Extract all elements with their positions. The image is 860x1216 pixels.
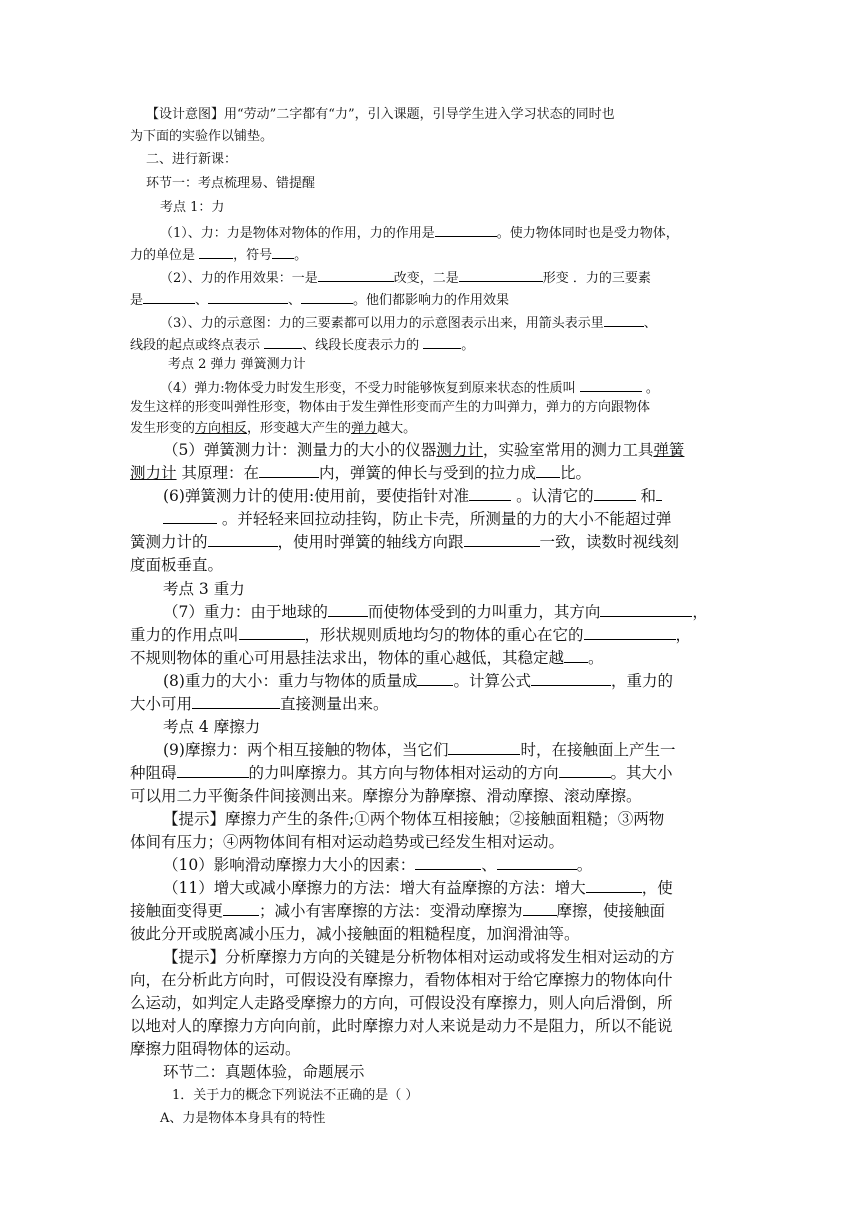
- answer-blank[interactable]: [497, 854, 577, 870]
- answer-blank[interactable]: [448, 739, 520, 755]
- text: 比。: [559, 464, 591, 482]
- text: ，重力的: [610, 672, 673, 690]
- text: （1）、力：力是物体对物体的作用，力的作用是: [160, 226, 435, 241]
- answer-blank[interactable]: [464, 531, 540, 547]
- text: （5）弹簧测力计：测量力的大小的仪器: [163, 441, 437, 459]
- text: 么运动，如判定人走路受摩擦力的方向，可假设没有摩擦力，则人向后滑倒，所: [130, 994, 673, 1012]
- tip-line: [163, 946, 675, 968]
- text: 。: [641, 381, 659, 396]
- answer-blank[interactable]: [177, 762, 249, 778]
- text: 可以用二力平衡条件间接测出来。摩擦分为静摩擦、滑动摩擦、滚动摩擦。: [130, 787, 642, 805]
- text: 度面板垂直。: [130, 556, 224, 574]
- question-line: [160, 378, 659, 398]
- question-line: [163, 877, 673, 899]
- text: 、: [288, 293, 302, 308]
- underlined-answer: 弹簧: [653, 441, 685, 459]
- text: 改变，二是: [393, 271, 459, 286]
- text: (8)重力的大小：重力与物体的质量成: [163, 672, 418, 690]
- topic-heading: [160, 199, 224, 217]
- question-line: [130, 624, 691, 646]
- text: 重力的作用点叫: [130, 626, 239, 644]
- text: 【设计意图】用“劳动”二字都有“力”，引入课题，引导学生进入学习状态的同时也: [146, 107, 615, 122]
- answer-blank[interactable]: [580, 378, 642, 392]
- text: 大小可用: [130, 695, 193, 713]
- answer-blank[interactable]: [604, 313, 644, 327]
- text-line: [130, 1015, 673, 1037]
- answer-option: [160, 1110, 325, 1128]
- underlined-answer: 弹力: [351, 421, 378, 436]
- text-line: [130, 923, 580, 945]
- underlined-answer: 测力计: [436, 441, 483, 459]
- answer-blank[interactable]: [192, 693, 280, 709]
- section-heading: [146, 151, 237, 169]
- question-line: [163, 739, 675, 761]
- text: 、: [643, 316, 657, 331]
- text: 、线段长度表示力的: [302, 338, 424, 353]
- text-line: [130, 420, 416, 438]
- question-line: [130, 245, 307, 265]
- question-line: [163, 439, 684, 461]
- question-line: [130, 531, 679, 553]
- question-line: [160, 223, 679, 243]
- text: 环节一：考点梳理易、错提醒: [146, 176, 316, 191]
- text: 。: [588, 649, 604, 667]
- text-line: [130, 992, 673, 1014]
- text: ；减小有害摩擦的方法：变滑动摩擦为: [259, 902, 523, 920]
- text: ，形状规则质地均匀的物体的重心在它的: [304, 626, 584, 644]
- answer-blank[interactable]: [469, 485, 511, 501]
- answer-blank[interactable]: [208, 290, 288, 304]
- text: 。认清它的: [511, 487, 594, 505]
- text: 发生形变的: [130, 421, 196, 436]
- text: 。计算公式: [453, 672, 531, 690]
- answer-blank[interactable]: [417, 670, 453, 686]
- question-line: [163, 508, 671, 530]
- text: （7）重力：由于地球的: [163, 603, 328, 621]
- text: 考点 4 摩擦力: [163, 718, 261, 736]
- answer-blank[interactable]: [586, 877, 642, 893]
- text: 摩擦，使接触面: [556, 902, 666, 920]
- section-heading: [146, 175, 315, 193]
- answer-blank[interactable]: [423, 335, 461, 349]
- answer-blank[interactable]: [559, 762, 611, 778]
- text: 、: [481, 856, 497, 874]
- answer-blank[interactable]: [259, 462, 319, 478]
- text: 体间有压力；④两物体间有相对运动趋势或已经发生相对运动。: [130, 833, 565, 851]
- text: 发生这样的形变叫弹性形变，物体由于发生弹性形变而产生的力叫弹力，弹力的方向跟物体: [130, 400, 651, 415]
- text: 1．关于力的概念下列说法不正确的是（ ）: [172, 1088, 419, 1103]
- text: (9)摩擦力：两个相互接触的物体，当它们: [163, 741, 449, 759]
- text-line: [130, 1038, 301, 1060]
- underlined-answer: 测力计: [130, 464, 177, 482]
- text: （4）弹力:物体受力时发生形变，不受力时能够恢复到原来状态的性质叫: [160, 381, 580, 396]
- answer-blank[interactable]: [415, 854, 481, 870]
- text: 。他们都影响力的作用效果: [353, 293, 510, 308]
- topic-heading: [168, 356, 306, 374]
- text: 力的单位是: [130, 248, 200, 263]
- question-line: [163, 670, 673, 692]
- answer-blank[interactable]: [564, 647, 588, 663]
- text: （2）、力的作用效果：一是: [160, 271, 318, 286]
- text: （10）影响滑动摩擦力大小的因素：: [163, 856, 416, 874]
- text: 越大。: [377, 421, 417, 436]
- text: 簧测力计的: [130, 533, 208, 551]
- text: 一致，读数时视线刻: [539, 533, 680, 551]
- answer-blank[interactable]: [301, 290, 353, 304]
- answer-blank[interactable]: [459, 268, 543, 282]
- text: 为下面的实验作以铺垫。: [130, 129, 274, 144]
- design-intent-line: [146, 106, 615, 124]
- question-line: [160, 313, 657, 333]
- question-line: [130, 762, 673, 784]
- question-line: [130, 647, 604, 669]
- section-heading: [163, 1061, 365, 1083]
- answer-blank[interactable]: [208, 531, 278, 547]
- text: 考点 2 弹力 弹簧测力计: [168, 357, 306, 372]
- text: （11）增大或减小摩擦力的方法：增大有益摩擦的方法：增大: [163, 879, 586, 897]
- text: ，: [692, 603, 708, 621]
- question-line: [130, 693, 389, 715]
- text: 其原理：在: [176, 464, 259, 482]
- question-stem: [172, 1087, 418, 1105]
- text: 。: [294, 248, 308, 263]
- text: 直接测量出来。: [280, 695, 389, 713]
- text: 线段的起点或终点表示: [130, 338, 265, 353]
- answer-blank[interactable]: [523, 900, 557, 916]
- question-line: [130, 335, 474, 355]
- answer-blank[interactable]: [594, 485, 636, 501]
- text: 以地对人的摩擦力方向向前，此时摩擦力对人来说是动力不是阻力，所以不能说: [130, 1017, 673, 1035]
- text: 【提示】摩擦力产生的条件;①两个物体互相接触；②接触面粗糙；③两物: [163, 810, 665, 828]
- text: 。并轻轻来回拉动挂钩，防止卡壳，所测量的力的大小不能超过弹: [217, 510, 672, 528]
- tip-line: [163, 808, 664, 830]
- answer-blank[interactable]: [223, 900, 259, 916]
- text-line: [130, 554, 223, 576]
- question-line: [130, 462, 591, 484]
- text-line: [130, 785, 642, 807]
- question-line: [163, 854, 592, 876]
- text-line: [130, 399, 650, 417]
- text: 而使物体受到的力叫重力，其方向: [367, 603, 601, 621]
- text: 种阻碍: [130, 764, 177, 782]
- text: 和: [635, 487, 657, 505]
- text: 摩擦力阻碍物体的运动。: [130, 1040, 301, 1058]
- text: 时，在接触面上产生一: [520, 741, 676, 759]
- answer-blank[interactable]: [328, 601, 368, 617]
- text: 。: [576, 856, 593, 874]
- text: 考点 3 重力: [163, 580, 245, 598]
- text: ，使用时弹簧的轴线方向跟: [277, 533, 464, 551]
- text: ，: [675, 626, 692, 644]
- answer-blank[interactable]: [531, 670, 611, 686]
- answer-blank[interactable]: [163, 508, 217, 524]
- text: （3）、力的示意图：力的三要素都可以用力的示意图表示出来，用箭头表示里: [160, 316, 604, 331]
- question-line: [163, 485, 662, 507]
- text: 是: [130, 293, 144, 308]
- text: 的力叫摩擦力。其方向与物体相对运动的方向: [248, 764, 559, 782]
- text: ，符号: [233, 248, 273, 263]
- text: 彼此分开或脱离减小压力，减小接触面的粗糙程度，加润滑油等。: [130, 925, 580, 943]
- text-line: [130, 969, 673, 991]
- question-line: [160, 268, 651, 288]
- question-line: [130, 290, 509, 310]
- text: ，实验室常用的测力工具: [482, 441, 654, 459]
- text: A、力是物体本身具有的特性: [160, 1111, 326, 1126]
- text: ，形变越大产生的: [247, 421, 352, 436]
- answer-blank[interactable]: [199, 245, 233, 259]
- answer-blank[interactable]: [239, 624, 305, 640]
- text: 考点 1：力: [160, 200, 225, 215]
- text: 二、进行新课：: [146, 152, 238, 167]
- answer-blank[interactable]: [584, 624, 676, 640]
- text: ，使: [641, 879, 673, 897]
- answer-blank[interactable]: [272, 245, 294, 259]
- answer-blank[interactable]: [264, 335, 302, 349]
- topic-heading: [163, 716, 260, 738]
- answer-blank[interactable]: [318, 268, 394, 282]
- text: (6)弹簧测力计的使用:使用前，要使指针对准: [163, 487, 470, 505]
- answer-blank[interactable]: [143, 290, 195, 304]
- text: 接触面变得更: [130, 902, 224, 920]
- text: 。其大小: [610, 764, 673, 782]
- topic-heading: [163, 578, 245, 600]
- text: 。: [461, 338, 475, 353]
- underlined-answer: 方向相反: [195, 421, 248, 436]
- text: 。使力物体同时也是受力物体，: [496, 226, 679, 241]
- text: 【提示】分析摩擦力方向的关键是分析物体相对运动或将发生相对运动的方: [163, 948, 675, 966]
- text-line: [130, 128, 273, 146]
- text-line: [130, 831, 564, 853]
- text: 、: [195, 293, 209, 308]
- text: 形变 ．力的三要素: [542, 271, 651, 286]
- question-line: [130, 900, 665, 922]
- answer-blank[interactable]: [600, 601, 692, 617]
- text: 内，弹簧的伸长与受到的拉力成: [318, 464, 536, 482]
- question-line: [163, 601, 708, 623]
- answer-blank[interactable]: [435, 223, 497, 237]
- text: 不规则物体的重心可用悬挂法求出，物体的重心越低，其稳定越: [130, 649, 565, 667]
- answer-blank[interactable]: [656, 485, 662, 501]
- text: 向，在分析此方向时，可假设没有摩擦力，看物体相对于给它摩擦力的物体向什: [130, 971, 673, 989]
- text: 环节二：真题体验，命题展示: [163, 1063, 365, 1081]
- answer-blank[interactable]: [536, 462, 560, 478]
